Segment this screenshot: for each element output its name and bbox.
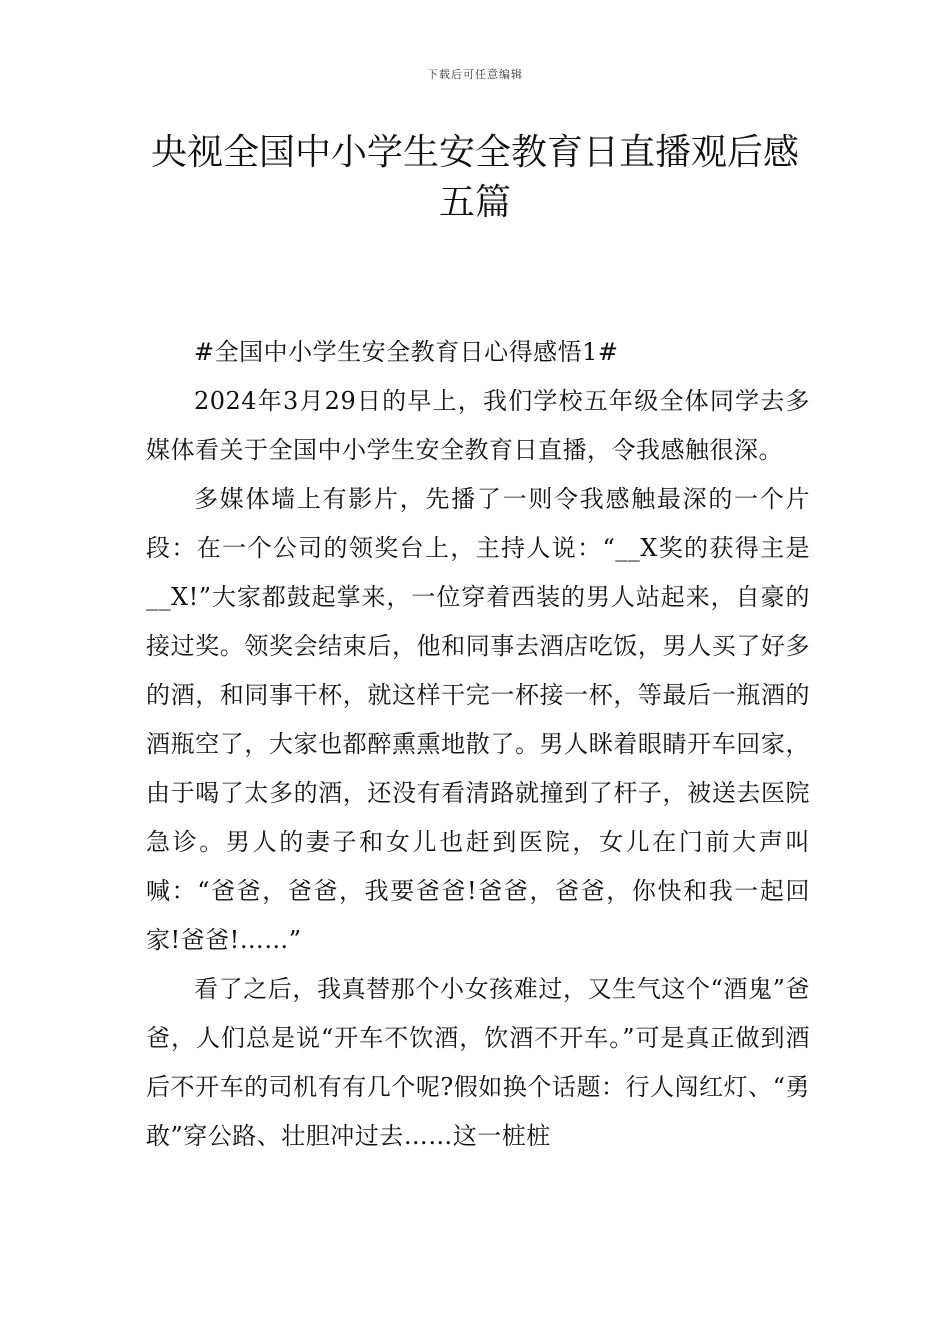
section-heading: #全国中小学生安全教育日心得感悟1# bbox=[194, 338, 619, 366]
header-note: 下载后可任意编辑 bbox=[427, 68, 523, 81]
document-title bbox=[120, 128, 830, 228]
document-body bbox=[146, 328, 810, 1161]
title-line-1: 央视全国中小学生安全教育日直播观后感 bbox=[150, 132, 799, 173]
paragraph: 看了之后，我真替那个小女孩难过，又生气这个“酒鬼”爸爸，人们总是说“开车不饮酒，饮酒不开车。”可是真正做到酒后不开车的司机有有几个呢?假如换个话题：行人闯红灯、“勇敢”穿公路、壮胆冲过去……这一桩桩 bbox=[146, 975, 810, 1150]
paragraph: 多媒体墙上有影片，先播了一则令我感触最深的一个片段：在一个公司的领奖台上，主持人说：“__X奖的获得主是__X!”大家都鼓起掌来，一位穿着西装的男人站起来，自豪的接过奖。领奖会结束后，他和同事去酒店吃饭，男人买了好多的酒，和同事干杯，就这样干完一杯接一杯，等最后一瓶酒的酒瓶空了，大家也都醉熏熏地散了。男人眯着眼睛开车回家，由于喝了太多的酒，还没有看清路就撞到了杆子，被送去医院急诊。男人的妻子和女儿也赶到医院，女儿在门前大声叫喊：“爸爸，爸爸，我要爸爸!爸爸，爸爸，你快和我一起回家!爸爸!……” bbox=[146, 485, 810, 954]
paragraph: 2024年3月29日的早上，我们学校五年级全体同学去多媒体看关于全国中小学生安全教育日直播，令我感触很深。 bbox=[146, 387, 810, 464]
title-line-2: 五篇 bbox=[438, 182, 511, 223]
